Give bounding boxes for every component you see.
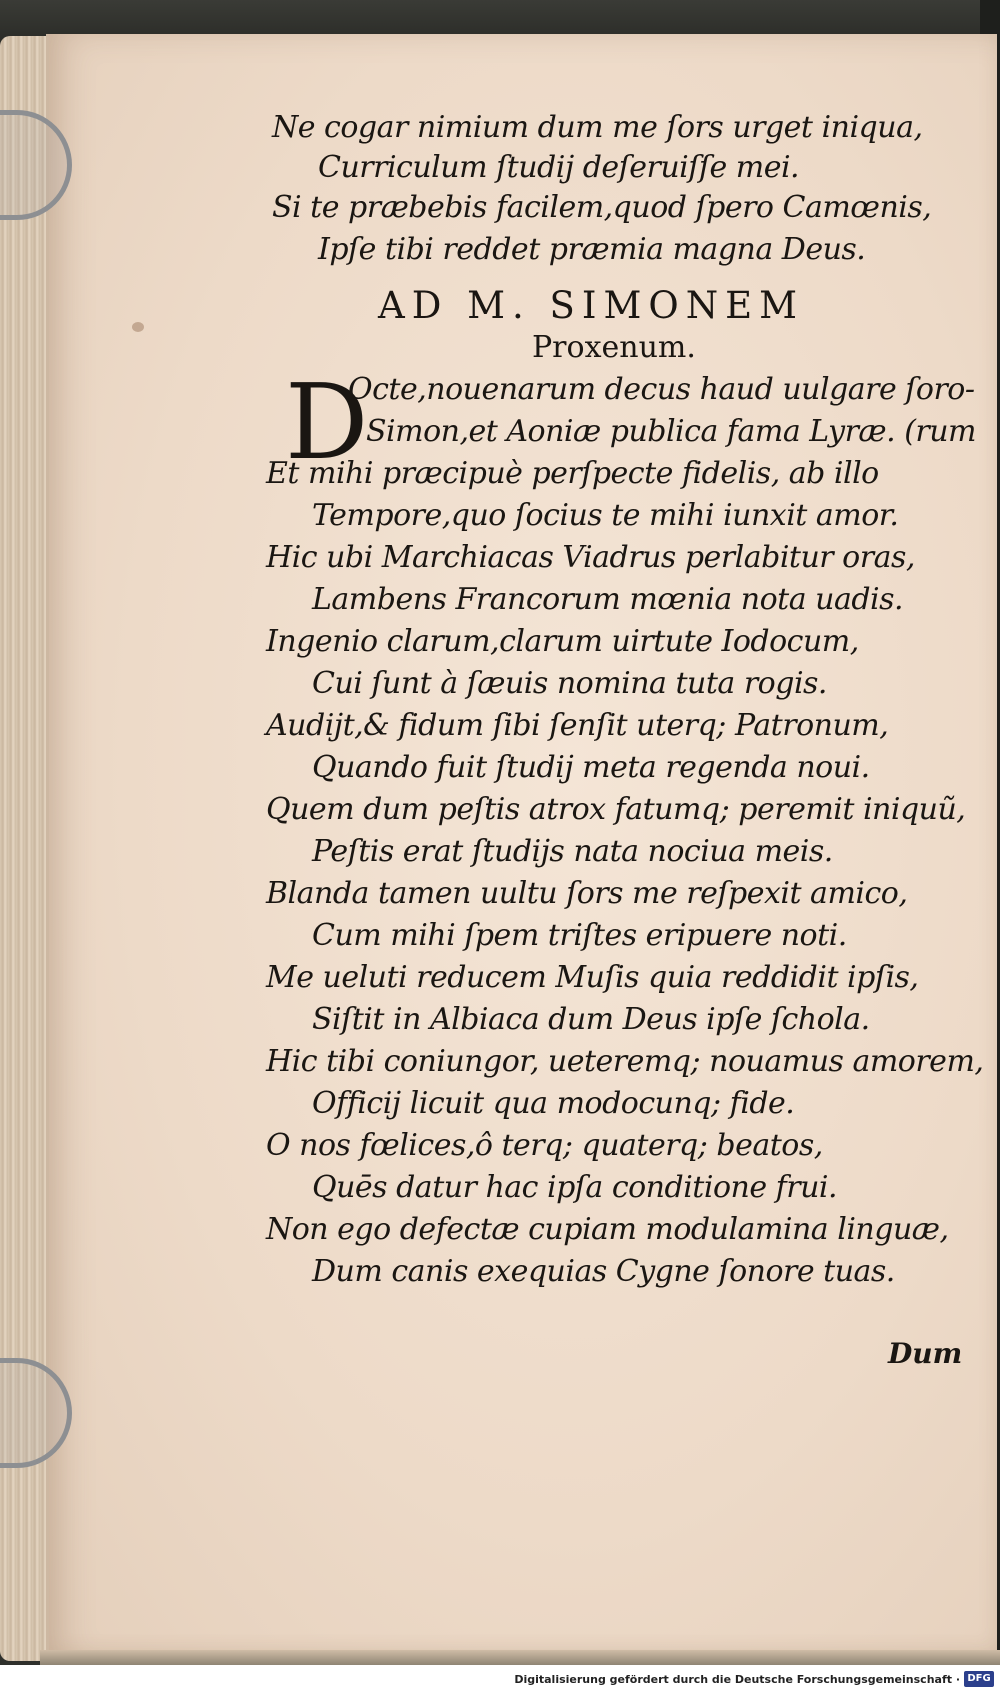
catchword: Dum [888, 1337, 963, 1370]
verse-line: Quem dum peſtis atrox fatumq; peremit iniquũ, [266, 792, 966, 827]
page-smudge [132, 322, 144, 332]
verse-line: Tempore,quo ſocius te mihi iunxit amor. [312, 498, 899, 533]
digitization-footer [0, 1665, 1000, 1694]
verse-line: Blanda tamen uultu ſors me reſpexit amico, [266, 876, 908, 911]
poem-subheading: Proxenum. [532, 330, 696, 365]
verse-line: Quēs datur hac ipſa conditione frui. [312, 1170, 838, 1205]
verse-line: Octe,nouenarum decus haud uulgare ſoro- [348, 372, 975, 407]
verse-line: Cui ſunt à ſæuis nomina tuta rogis. [312, 666, 827, 701]
verse-line: Non ego defectæ cupiam modulamina linguæ, [266, 1212, 949, 1247]
verse-line: Peſtis erat ſtudijs nata nociua meis. [312, 834, 833, 869]
verse-line: Et mihi præcipuè perſpecte fidelis, ab illo [266, 456, 879, 491]
verse-line: Cum mihi ſpem triſtes eripuere noti. [312, 918, 847, 953]
verse-line: Ipſe tibi reddet præmia magna Deus. [318, 232, 866, 267]
verse-line: Quando fuit ſtudij meta regenda noui. [312, 750, 870, 785]
verse-line: O nos fœlices,ô terq; quaterq; beatos, [266, 1128, 823, 1163]
verse-line: Siſtit in Albiaca dum Deus ipſe ſchola. [312, 1002, 870, 1037]
verse-line: Ne cogar nimium dum me ſors urget iniqua, [272, 110, 923, 145]
verse-line: Dum canis exequias Cygne ſonore tuas. [312, 1254, 895, 1289]
verse-line: Ingenio clarum,clarum uirtute Iodocum, [266, 624, 859, 659]
verse-line: Lambens Francorum mœnia nota uadis. [312, 582, 904, 617]
page-bottom-edge [40, 1650, 1000, 1665]
verse-line: Hic ubi Marchiacas Viadrus perlabitur oras, [266, 540, 915, 575]
verse-line: Officij licuit qua modocunq; fide. [312, 1086, 795, 1121]
verse-line: Audijt,& fidum ſibi ſenſit uterq; Patronum, [266, 708, 889, 743]
verse-line: Si te præbebis facilem,quod ſpero Camœnis, [272, 190, 932, 225]
verse-line: Hic tibi coniungor, ueteremq; nouamus amorem, [266, 1044, 984, 1079]
drop-cap: D [285, 361, 369, 483]
verse-line: Simon,et Aoniæ publica fama Lyræ. (rum [366, 414, 977, 449]
poem-heading: AD M. SIMONEM [378, 284, 805, 327]
dfg-logo-icon: DFG [964, 1671, 994, 1687]
footer-credit: Digitalisierung gefördert durch die Deutsche Forschungsgemeinschaft · [514, 1673, 960, 1686]
verse-line: Curriculum ſtudij deſeruiſſe mei. [318, 150, 800, 185]
verse-line: Me ueluti reducem Muſis quia reddidit ipſis, [266, 960, 919, 995]
